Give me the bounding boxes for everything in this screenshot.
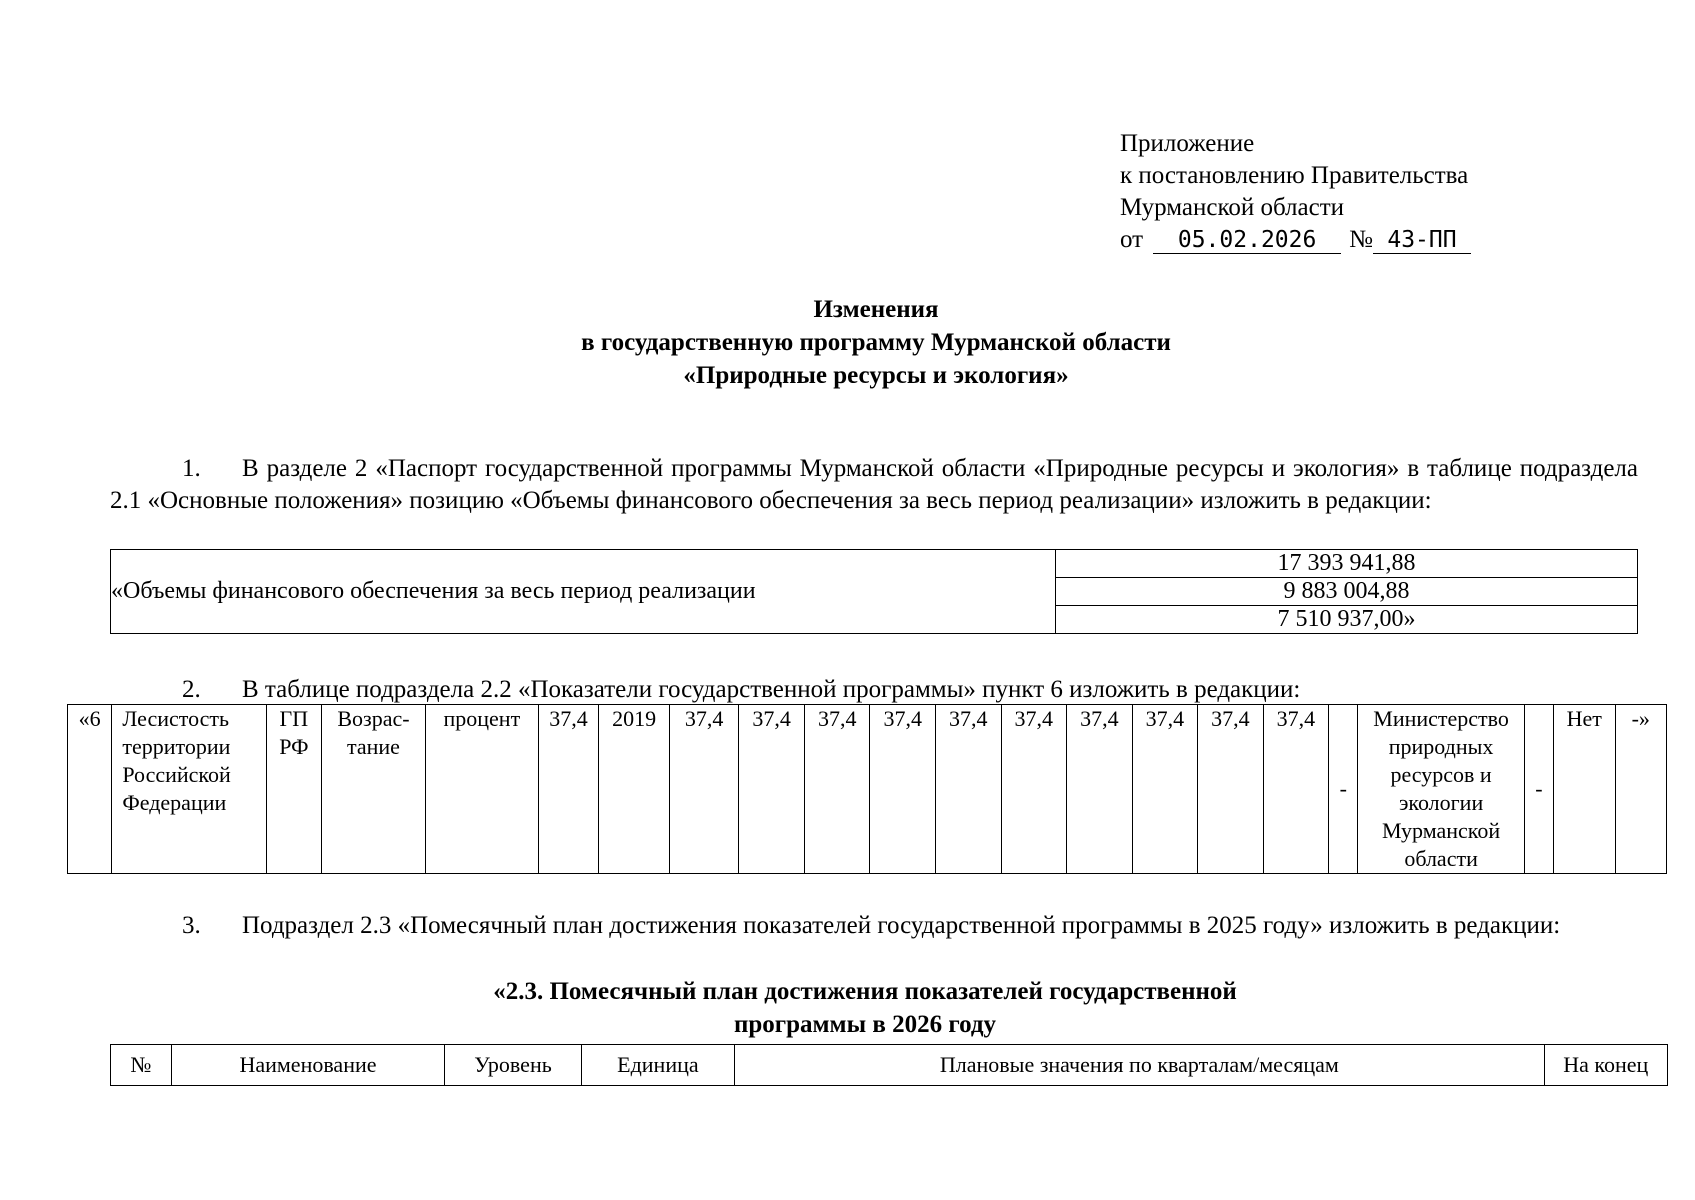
document-title <box>0 293 1695 392</box>
indicator-name: Лесистость территории Российской Федерации <box>112 705 266 874</box>
appendix-date-line <box>1120 224 1471 256</box>
header-number: № <box>111 1045 172 1086</box>
header-name: Наименование <box>171 1045 445 1086</box>
table-row <box>111 550 1638 578</box>
title-line-1: Изменения <box>813 296 939 323</box>
value-cell: 37,4 <box>1263 705 1329 874</box>
gis-flag: Нет <box>1554 705 1616 874</box>
header-unit: Единица <box>581 1045 734 1086</box>
value-cell: 37,4 <box>870 705 936 874</box>
monthly-plan-table <box>110 1044 1668 1086</box>
paragraph-2-number: 2. <box>182 676 201 703</box>
appendix-line-1: Приложение <box>1120 130 1255 157</box>
title-line-3: «Природные ресурсы и экология» <box>683 362 1069 389</box>
header-end-value: На конец <box>1544 1045 1667 1086</box>
value-cell: 37,4 <box>936 705 1002 874</box>
subtitle-line-2: программы в 2026 году <box>733 1011 997 1038</box>
number-sign: № <box>1349 226 1373 253</box>
indicator-level: ГП РФ <box>266 705 321 874</box>
title-line-2: в государственную программу Мурманской области <box>581 329 1171 356</box>
row-end: -» <box>1615 705 1667 874</box>
paragraph-3 <box>110 910 1638 942</box>
value-cell: 37,4 <box>1001 705 1067 874</box>
paragraph-1-number: 1. <box>182 455 201 482</box>
value-cell: 37,4 <box>804 705 870 874</box>
decree-number: 43-ПП <box>1373 227 1471 254</box>
header-level: Уровень <box>445 1045 581 1086</box>
dash-cell: - <box>1524 705 1553 874</box>
paragraph-1-text: В разделе 2 «Паспорт государственной программы Мурманской области «Природные ресурсы и экология» в таблице подраздела 2.1 «Основные положения» позицию «Объемы финансового обеспечения за весь период реализации» изложить в редакции: <box>110 455 1638 514</box>
table-row <box>111 1045 1668 1086</box>
value-cell: 37,4 <box>1132 705 1198 874</box>
appendix-block <box>1120 128 1471 256</box>
base-year: 2019 <box>599 705 670 874</box>
funding-table <box>110 549 1638 634</box>
indicators-table <box>67 704 1667 874</box>
base-value: 37,4 <box>538 705 598 874</box>
paragraph-2-text: В таблице подраздела 2.2 «Показатели государственной программы» пункт 6 изложить в редакции: <box>242 676 1301 703</box>
dash-cell: - <box>1329 705 1358 874</box>
row-number: «6 <box>68 705 112 874</box>
paragraph-1 <box>110 453 1638 517</box>
funding-value-3: 7 510 937,00» <box>1056 606 1638 634</box>
value-cell: 37,4 <box>739 705 805 874</box>
indicator-unit: процент <box>425 705 538 874</box>
funding-value-2: 9 883 004,88 <box>1056 578 1638 606</box>
value-cell: 37,4 <box>1198 705 1264 874</box>
from-label: от <box>1120 226 1144 253</box>
header-plan-values: Плановые значения по кварталам/месяцам <box>735 1045 1545 1086</box>
paragraph-3-text: Подраздел 2.3 «Помесячный план достижения показателей государственной программы в 2025 году» изложить в редакции: <box>242 912 1561 939</box>
section-subtitle <box>0 975 1695 1041</box>
funding-label: «Объемы финансового обеспечения за весь период реализации <box>111 550 1056 634</box>
responsible-body: Министерство природных ресурсов и экологии Мурманской области <box>1358 705 1524 874</box>
value-cell: 37,4 <box>669 705 739 874</box>
table-row <box>68 705 1667 874</box>
value-cell: 37,4 <box>1067 705 1133 874</box>
paragraph-2 <box>110 674 1638 706</box>
funding-value-total: 17 393 941,88 <box>1056 550 1638 578</box>
indicator-trend: Возрас- тание <box>322 705 426 874</box>
appendix-line-3: Мурманской области <box>1120 194 1345 221</box>
decree-date: 05.02.2026 <box>1153 227 1341 254</box>
paragraph-3-number: 3. <box>182 912 201 939</box>
subtitle-line-1: «2.3. Помесячный план достижения показателей государственной <box>493 978 1237 1005</box>
appendix-line-2: к постановлению Правительства <box>1120 162 1469 189</box>
